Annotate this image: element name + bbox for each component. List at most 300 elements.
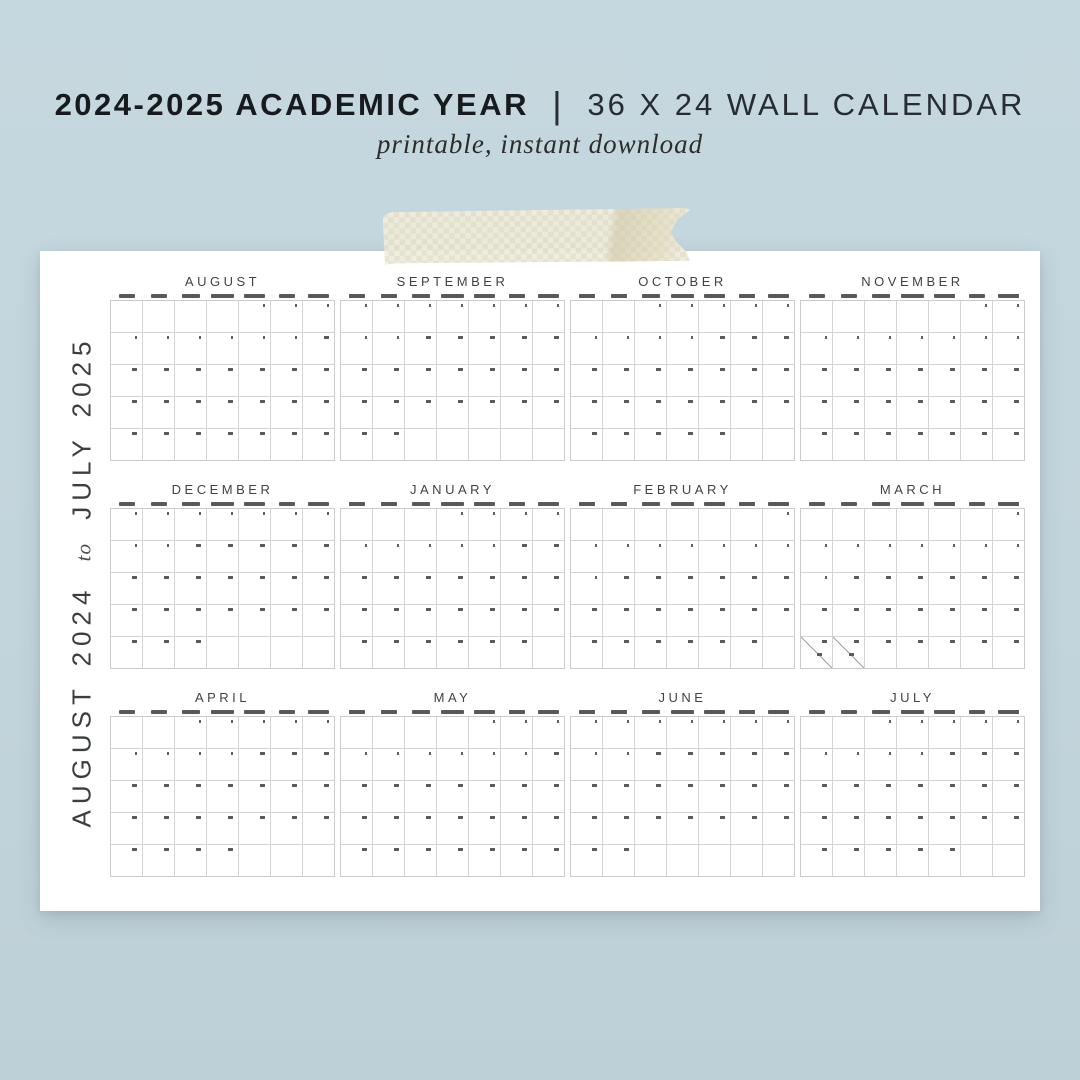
day-cell — [207, 717, 238, 748]
day-cell — [961, 845, 992, 876]
weekday-bar-wednesday — [211, 502, 234, 506]
date-mark-21 — [950, 400, 955, 403]
day-cell — [865, 541, 896, 572]
month-july — [800, 691, 1025, 877]
day-cell — [833, 365, 864, 396]
date-mark-11 — [362, 784, 367, 787]
date-mark-11 — [854, 368, 859, 371]
date-mark-17 — [554, 784, 559, 787]
date-mark-2 — [525, 720, 527, 723]
date-mark-10 — [854, 576, 859, 579]
day-cell — [993, 573, 1024, 604]
day-cell — [635, 509, 666, 540]
day-cell — [571, 333, 602, 364]
date-mark-19 — [490, 368, 495, 371]
weekday-header-row — [110, 294, 335, 298]
day-cell — [865, 301, 896, 332]
date-mark-15 — [656, 368, 661, 371]
day-cell — [801, 605, 832, 636]
day-cell — [667, 845, 698, 876]
day-cell — [143, 509, 174, 540]
date-mark-16 — [822, 608, 827, 611]
day-cell — [731, 573, 762, 604]
day-cell — [699, 781, 730, 812]
day-cell — [501, 749, 532, 780]
date-mark-24 — [554, 816, 559, 819]
product-title-left: 2024-2025 ACADEMIC YEAR — [54, 87, 530, 122]
day-cell — [341, 813, 372, 844]
date-mark-27 — [822, 848, 827, 851]
date-mark-17 — [324, 368, 329, 371]
date-mark-19 — [784, 368, 789, 371]
day-cell — [341, 333, 372, 364]
date-mark-1 — [787, 512, 789, 515]
day-cell — [239, 365, 270, 396]
day-cell — [833, 509, 864, 540]
day-cell — [501, 541, 532, 572]
weekday-bar-monday — [381, 294, 397, 298]
day-cell — [571, 301, 602, 332]
date-mark-25 — [362, 848, 367, 851]
day-cell — [603, 781, 634, 812]
weekday-bar-friday — [739, 502, 755, 506]
date-mark-27 — [394, 640, 399, 643]
day-cell — [533, 573, 564, 604]
day-cell — [341, 573, 372, 604]
date-mark-6 — [199, 336, 201, 339]
day-cell — [865, 429, 896, 460]
date-mark-20 — [752, 784, 757, 787]
date-mark-24 — [522, 608, 527, 611]
day-cell — [993, 365, 1024, 396]
date-mark-3 — [857, 544, 859, 547]
day-cell — [437, 333, 468, 364]
day-cell — [763, 749, 794, 780]
day-cell — [667, 365, 698, 396]
weekday-bar-wednesday — [901, 294, 924, 298]
date-mark-26 — [362, 640, 367, 643]
day-cell — [533, 301, 564, 332]
day-cell — [239, 301, 270, 332]
date-mark-14 — [784, 752, 789, 755]
date-mark-6 — [755, 720, 757, 723]
day-cell — [207, 781, 238, 812]
day-cell — [271, 429, 302, 460]
day-cell — [833, 541, 864, 572]
day-cell — [993, 781, 1024, 812]
day-cell — [897, 637, 928, 668]
date-mark-29 — [886, 848, 891, 851]
day-cell — [341, 605, 372, 636]
day-cell — [603, 717, 634, 748]
day-cell — [271, 365, 302, 396]
weekday-bar-sunday — [119, 710, 135, 714]
date-mark-22 — [982, 400, 987, 403]
day-cell — [897, 845, 928, 876]
weekday-bar-saturday — [308, 710, 329, 714]
day-cell — [801, 749, 832, 780]
date-mark-4 — [755, 304, 757, 307]
day-cell — [373, 397, 404, 428]
date-mark-23 — [918, 816, 923, 819]
day-cell — [929, 333, 960, 364]
day-cell — [501, 637, 532, 668]
day-cell — [303, 301, 334, 332]
date-mark-13 — [592, 368, 597, 371]
date-mark-8 — [493, 752, 495, 755]
date-mark-27 — [196, 432, 201, 435]
day-cell — [533, 541, 564, 572]
day-cell — [469, 333, 500, 364]
day-cell — [111, 333, 142, 364]
date-mark-18 — [886, 608, 891, 611]
day-cell — [405, 429, 436, 460]
date-mark-26 — [260, 608, 265, 611]
date-mark-15 — [886, 784, 891, 787]
day-cell — [437, 781, 468, 812]
day-cell — [897, 717, 928, 748]
date-mark-12 — [362, 576, 367, 579]
day-cell — [833, 301, 864, 332]
weekday-bar-thursday — [934, 502, 955, 506]
day-cell — [731, 509, 762, 540]
date-mark-13 — [132, 784, 137, 787]
day-cell — [763, 509, 794, 540]
weekday-bar-monday — [611, 710, 627, 714]
day-cell — [763, 333, 794, 364]
date-mark-14 — [854, 784, 859, 787]
date-mark-20 — [950, 608, 955, 611]
day-cell — [667, 541, 698, 572]
day-cell — [341, 509, 372, 540]
day-cell — [897, 749, 928, 780]
weekday-header-row — [570, 294, 795, 298]
date-mark-27 — [426, 848, 431, 851]
day-cell — [373, 605, 404, 636]
date-mark-12 — [260, 544, 265, 547]
day-cell — [175, 397, 206, 428]
day-cell — [667, 813, 698, 844]
day-cell — [763, 637, 794, 668]
month-november — [800, 275, 1025, 461]
day-cell — [111, 637, 142, 668]
date-mark-14 — [950, 368, 955, 371]
date-mark-2 — [1017, 304, 1019, 307]
weekday-header-row — [340, 710, 565, 714]
month-grid — [110, 508, 335, 669]
day-cell — [635, 301, 666, 332]
weekday-bar-saturday — [308, 294, 329, 298]
weekday-bar-thursday — [474, 502, 495, 506]
day-cell — [271, 397, 302, 428]
date-mark-30 — [918, 848, 923, 851]
date-mark-10 — [822, 368, 827, 371]
date-mark-22 — [886, 816, 891, 819]
day-cell — [239, 429, 270, 460]
date-mark-17 — [426, 368, 431, 371]
day-cell — [239, 749, 270, 780]
month-may — [340, 691, 565, 877]
day-cell — [207, 365, 238, 396]
day-cell — [303, 333, 334, 364]
date-mark-23 — [164, 608, 169, 611]
date-mark-30 — [228, 848, 233, 851]
day-cell — [571, 365, 602, 396]
day-cell — [699, 429, 730, 460]
date-mark-9 — [231, 752, 233, 755]
calendar-poster — [40, 251, 1040, 911]
day-cell — [303, 813, 334, 844]
day-cell — [405, 813, 436, 844]
day-cell — [175, 333, 206, 364]
day-cell — [667, 605, 698, 636]
day-cell — [501, 781, 532, 812]
weekday-bar-tuesday — [182, 502, 200, 506]
day-cell — [929, 781, 960, 812]
date-mark-31 — [720, 432, 725, 435]
date-mark-18 — [458, 368, 463, 371]
date-mark-3 — [199, 512, 201, 515]
day-cell — [405, 541, 436, 572]
date-mark-1 — [135, 512, 137, 515]
day-cell — [865, 333, 896, 364]
date-mark-11 — [132, 368, 137, 371]
month-february — [570, 483, 795, 669]
day-cell — [731, 813, 762, 844]
day-cell — [469, 813, 500, 844]
date-mark-10 — [426, 336, 431, 339]
day-cell — [341, 845, 372, 876]
day-cell — [303, 541, 334, 572]
day-cell — [373, 781, 404, 812]
date-mark-26 — [490, 400, 495, 403]
day-cell — [801, 301, 832, 332]
date-mark-26 — [720, 816, 725, 819]
day-cell — [373, 365, 404, 396]
day-cell — [207, 333, 238, 364]
date-mark-7 — [327, 512, 329, 515]
date-mark-22 — [458, 608, 463, 611]
day-cell — [961, 781, 992, 812]
day-cell — [111, 845, 142, 876]
weekday-bar-wednesday — [901, 710, 924, 714]
day-cell — [603, 573, 634, 604]
day-cell — [961, 749, 992, 780]
day-cell — [303, 749, 334, 780]
day-cell — [571, 541, 602, 572]
day-cell — [929, 717, 960, 748]
day-cell — [469, 509, 500, 540]
date-mark-4 — [857, 336, 859, 339]
day-cell — [699, 637, 730, 668]
day-cell — [175, 845, 206, 876]
date-mark-6 — [135, 752, 137, 755]
date-mark-12 — [324, 752, 329, 755]
date-mark-25 — [752, 400, 757, 403]
date-mark-4 — [135, 336, 137, 339]
day-cell — [667, 429, 698, 460]
date-mark-22 — [1014, 608, 1019, 611]
date-mark-11 — [688, 752, 693, 755]
date-mark-12 — [164, 368, 169, 371]
day-cell — [699, 333, 730, 364]
month-title: MAY — [433, 690, 472, 705]
day-cell — [833, 605, 864, 636]
day-cell — [437, 541, 468, 572]
date-mark-2 — [691, 304, 693, 307]
day-cell — [271, 749, 302, 780]
date-mark-30 — [1014, 432, 1019, 435]
date-mark-8 — [659, 336, 661, 339]
day-cell — [865, 573, 896, 604]
weekday-bar-wednesday — [441, 502, 464, 506]
day-cell — [833, 717, 864, 748]
day-cell — [571, 509, 602, 540]
date-mark-2 — [493, 512, 495, 515]
date-mark-17 — [260, 784, 265, 787]
day-cell — [929, 573, 960, 604]
weekday-bar-friday — [969, 502, 985, 506]
date-mark-28 — [752, 640, 757, 643]
day-cell — [303, 397, 334, 428]
date-mark-17 — [196, 576, 201, 579]
date-mark-20 — [918, 400, 923, 403]
date-mark-10 — [950, 752, 955, 755]
weekday-bar-saturday — [538, 502, 559, 506]
date-mark-25 — [292, 816, 297, 819]
day-cell — [303, 429, 334, 460]
day-cell — [667, 509, 698, 540]
date-mark-31 — [522, 640, 527, 643]
day-cell — [603, 845, 634, 876]
day-cell — [501, 605, 532, 636]
date-mark-10 — [656, 752, 661, 755]
weekday-bar-sunday — [349, 294, 365, 298]
date-mark-24 — [260, 816, 265, 819]
day-cell — [993, 605, 1024, 636]
date-mark-7 — [985, 544, 987, 547]
weekday-bar-monday — [611, 502, 627, 506]
date-mark-9 — [921, 752, 923, 755]
date-mark-18 — [362, 816, 367, 819]
month-grid — [800, 716, 1025, 877]
weekday-bar-wednesday — [211, 294, 234, 298]
day-cell — [961, 717, 992, 748]
day-cell — [603, 333, 634, 364]
date-mark-20 — [426, 816, 431, 819]
day-cell — [993, 637, 1024, 668]
weekday-header-row — [570, 710, 795, 714]
month-title: JULY — [890, 690, 935, 705]
date-mark-15 — [982, 368, 987, 371]
day-cell — [207, 605, 238, 636]
day-cell — [373, 573, 404, 604]
weekday-bar-monday — [151, 294, 167, 298]
date-mark-5 — [1017, 720, 1019, 723]
day-cell — [373, 333, 404, 364]
day-cell — [271, 845, 302, 876]
date-mark-28 — [950, 432, 955, 435]
day-cell — [699, 813, 730, 844]
day-cell — [763, 301, 794, 332]
day-cell — [833, 397, 864, 428]
day-cell — [341, 541, 372, 572]
date-mark-26 — [688, 640, 693, 643]
day-cell — [635, 717, 666, 748]
day-cell — [699, 749, 730, 780]
date-mark-18 — [752, 368, 757, 371]
date-mark-17 — [624, 608, 629, 611]
weekday-bar-tuesday — [642, 710, 660, 714]
day-cell — [373, 541, 404, 572]
day-cell — [833, 781, 864, 812]
month-october — [570, 275, 795, 461]
day-cell — [635, 573, 666, 604]
day-cell — [143, 845, 174, 876]
months-grid — [110, 275, 1025, 877]
date-mark-20 — [394, 608, 399, 611]
date-mark-21 — [854, 816, 859, 819]
date-mark-11 — [982, 752, 987, 755]
date-mark-8 — [787, 544, 789, 547]
day-cell — [731, 365, 762, 396]
day-cell — [699, 301, 730, 332]
day-cell — [801, 637, 832, 668]
date-mark-14 — [752, 576, 757, 579]
month-grid — [110, 300, 335, 461]
day-cell — [405, 509, 436, 540]
day-cell — [897, 429, 928, 460]
date-mark-15 — [458, 576, 463, 579]
day-cell — [175, 429, 206, 460]
date-mark-18 — [292, 784, 297, 787]
date-mark-24 — [950, 816, 955, 819]
date-mark-21 — [228, 400, 233, 403]
day-cell — [699, 845, 730, 876]
date-mark-2 — [167, 512, 169, 515]
day-cell — [533, 845, 564, 876]
day-cell — [341, 397, 372, 428]
month-april — [110, 691, 335, 877]
day-cell — [533, 717, 564, 748]
weekday-bar-sunday — [809, 710, 825, 714]
day-cell — [405, 333, 436, 364]
date-mark-22 — [490, 816, 495, 819]
day-cell — [437, 749, 468, 780]
day-cell — [271, 573, 302, 604]
day-cell — [469, 637, 500, 668]
date-mark-27 — [950, 640, 955, 643]
day-cell — [731, 333, 762, 364]
day-cell — [929, 301, 960, 332]
date-mark-21 — [752, 608, 757, 611]
weekday-bar-thursday — [244, 294, 265, 298]
day-cell — [603, 365, 634, 396]
date-mark-8 — [263, 336, 265, 339]
date-mark-27 — [132, 848, 137, 851]
day-cell — [635, 749, 666, 780]
day-cell — [731, 541, 762, 572]
weekday-header-row — [340, 294, 565, 298]
day-cell — [405, 637, 436, 668]
date-mark-7 — [429, 544, 431, 547]
date-mark-25 — [982, 816, 987, 819]
date-mark-7 — [167, 752, 169, 755]
weekday-bar-saturday — [998, 710, 1019, 714]
day-cell — [961, 541, 992, 572]
date-mark-16 — [490, 576, 495, 579]
day-cell — [865, 637, 896, 668]
